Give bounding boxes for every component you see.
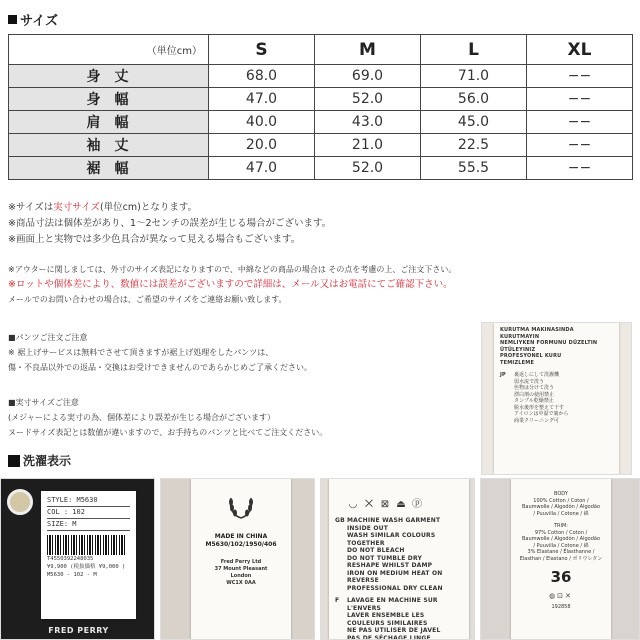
address-line: London [230,573,252,579]
style-code-text: M5630/102/1950/406 [205,541,277,548]
note-line: ※ 裾上げサービスは無料でさせて頂きますが裾上げ処理をしたパンツは、 [8,348,274,357]
care-line: IRON ON MEDIUM HEAT ON [347,569,443,577]
dry-clean-icon: ⓟ [412,499,422,510]
label-line: タンブル乾燥禁止 [514,398,554,404]
care-line: INSIDE OUT [347,524,389,532]
table-row [9,157,633,180]
care-line: COULEURS SIMILAIRES [347,619,428,627]
size-table [8,34,633,180]
care-line: TOGETHER [347,539,385,547]
row-label: 袖丈 [9,134,209,157]
care-line: NE PAS UTILISER DE JAVEL [347,627,441,634]
care-instructions-photo [320,478,475,640]
table-cell: 68.0 [209,65,315,88]
no-bleach-icon: ⨉ [365,499,373,510]
price-tag-photo [0,478,155,640]
dry-symbol-icon: ✕ [565,592,573,600]
size-number: 36 [550,568,572,586]
note-line: ※商品寸法は個体差があり、1〜2センチの誤差が生じる場合がございます。 [8,218,332,229]
care-line: PROFESSIONAL DRY CLEAN [347,584,443,592]
table-cell: 55.5 [421,157,527,180]
label-line: 裏返しにして洗濯機 [514,372,560,378]
table-cell: −− [527,88,633,111]
laurel-wreath-icon [226,491,256,521]
square-bullet-icon [8,455,20,467]
care-line: DO NOT TUMBLE DRY [347,554,423,562]
unit-label: （単位cm） [9,35,209,65]
wash-symbol-icon: ◍ [549,592,558,600]
size-notes [8,200,331,248]
composition-line: 100% Cotton / Coton / [533,497,589,504]
label-line: 商業クリーニング可 [514,417,559,424]
row-label: 肩幅 [9,111,209,134]
table-cell: 52.0 [315,88,421,111]
composition-line: Baumwolle / Algodón / Algodão [521,536,601,542]
label-line: KURUTMAYIN [500,333,540,340]
body-heading: BODY [554,491,568,497]
table-cell: 20.0 [209,134,315,157]
table-cell: −− [527,111,633,134]
table-cell: 22.5 [421,134,527,157]
note-line: ※画面上と実物では多少色具合が異なって見える場合もございます。 [8,234,301,245]
address-line: 37 Mount Pleasant [214,566,268,572]
size-title-text: サイズ [20,14,58,29]
note-line: (メジャーによる実寸の為、個体差により誤差が生じる場合がございます） [8,413,275,422]
pants-notes [8,330,473,375]
note-line: 傷・不良品以外での返品・交換はお受けできませんのであらかじめご了承ください。 [8,363,312,372]
table-cell: 71.0 [421,65,527,88]
table-row [9,65,633,88]
wash-title-text: 洗濯表示 [23,454,72,468]
table-cell: 47.0 [209,157,315,180]
label-line: ÜTÜLEYINIZ [500,346,536,353]
barcode [47,535,125,555]
note-highlight: 実寸サイズ [53,202,100,213]
brand-label [191,479,291,640]
label-line: KURUTMA MAKINASINDA [500,327,574,333]
table-cell: 56.0 [421,88,527,111]
row-label: 身幅 [9,88,209,111]
care-line: REVERSE [347,577,379,584]
label-line: PROFESYONEL KURU [500,353,562,359]
iron-symbol-icon: ⊡ [557,592,566,600]
brand-label-photo [160,478,315,640]
iron-icon: ⏏ [396,499,406,510]
care-line: LAVAGE EN MACHINE SUR [347,597,438,604]
label-lang-code: GB [335,517,345,524]
tag-color: COL : 102 [47,507,130,519]
made-in-text: MADE IN CHINA [214,533,268,540]
label-line: 脱水後形を整えて干す [514,404,565,411]
note-text: ※サイズは [8,202,54,213]
table-row [9,111,633,134]
care-line: L'ENVERS [347,604,382,612]
outer-notes [8,262,456,307]
note-text: (単位cm)となります。 [99,202,198,213]
row-label: 裾幅 [9,157,209,180]
brand-name: FRED PERRY [48,626,109,635]
square-bullet-icon [8,15,17,24]
pants-notes-title: ■パンツご注文ご注意 [8,333,88,342]
tag-ring [7,489,33,515]
composition-line: Baumwolle / Algodón / Algodão [521,504,601,510]
care-label [494,323,619,475]
column-header: L [421,35,527,65]
tag-style: STYLE: M5630 [47,495,130,507]
note-line: ヌードサイズ表記とは数値が違いますので、お手持ちのパンツと比べてご注文ください。 [8,428,328,437]
care-line: RESHAPE WHILST DAMP [347,562,433,569]
label-line: 漂白剤の使用禁止 [514,391,555,398]
composition-label-photo [480,478,640,640]
table-cell: −− [527,65,633,88]
table-cell: 40.0 [209,111,315,134]
label-lang-code: JP [500,372,506,378]
wash-section-title [8,452,71,469]
label-line: TEMIZLEME [500,359,535,366]
care-line: DO NOT BLEACH [347,547,405,554]
care-line: LAVER ENSEMBLE LES [347,612,425,619]
size-section-title [8,10,58,29]
tag-price: ¥9,900 (税抜価格 ¥9,000 ) [47,564,126,570]
composition-line: / Puuvilla / Cotone / 綿 [533,510,589,517]
actual-size-notes [8,395,473,440]
label-lang-code: F [335,597,340,604]
table-cell: 21.0 [315,134,421,157]
column-header: XL [527,35,633,65]
trim-heading: TRIM: [553,523,568,529]
column-header: S [209,35,315,65]
care-symbols [347,499,463,511]
composition-line: / Puuvilla / Cotone / 綿 [533,542,589,549]
table-cell: 45.0 [421,111,527,134]
company-name: Fred Perry Ltd [220,559,262,565]
table-cell: 69.0 [315,65,421,88]
actual-notes-title: ■実寸サイズご注意 [8,398,79,407]
table-cell: −− [527,134,633,157]
note-warning: ※ロットや個体差により、数値には誤差がございますので詳細は、メール又はお電話にてご確認下さい。 [8,279,453,290]
table-cell: −− [527,157,633,180]
label-line: NEMLIYKEN FORMUNU DÜZELTIN [500,340,598,346]
table-row [9,134,633,157]
label-line: アイロンは中温で裏から [514,411,569,417]
composition-line: Elasthan / Elastano / ポリウレタン [519,555,603,562]
row-label: 身丈 [9,65,209,88]
composition-line: 97% Cotton / Coton / [534,529,588,536]
care-line: WASH SIMILAR COLOURS [347,532,436,539]
composition-line: 3% Elastane / Élasthanne / [527,549,595,555]
table-cell: 52.0 [315,157,421,180]
note-line [8,200,331,216]
table-cell: 47.0 [209,88,315,111]
postcode: WC1X 0AA [226,580,256,586]
table-row [9,88,633,111]
note-line: メールでのお問い合わせの場合は、ご希望のサイズをご連絡お願い致します。 [8,295,287,304]
composition-label [511,479,611,640]
care-line: PAS DE SÉCHAGE LINGE [347,634,431,640]
label-code: 192858 [551,604,571,610]
column-header: M [315,35,421,65]
care-line: MACHINE WASH GARMENT [347,517,441,524]
barcode-number: T4550392248035 [47,556,94,562]
price-tag [41,491,136,619]
note-line: ※アウターに関しましては、外寸のサイズ表記になりますので、中綿などの商品の場合は その点を考慮の上、ご注文下さい。 [8,265,457,274]
table-cell: 43.0 [315,111,421,134]
wash-tub-icon: ◡ [348,499,358,510]
care-instructions-label [329,479,469,640]
label-line: 弱水流で洗う [514,378,545,385]
tag-size: SIZE: M [47,519,130,531]
care-symbols-small [517,592,605,600]
size-table-header [9,35,633,65]
care-label-photo-top [481,322,632,475]
tag-code: M5630 - 102 - M [47,572,97,578]
no-tumble-dry-icon: ⊠ [380,499,390,510]
label-line: 色物は分けて洗う [514,385,555,391]
